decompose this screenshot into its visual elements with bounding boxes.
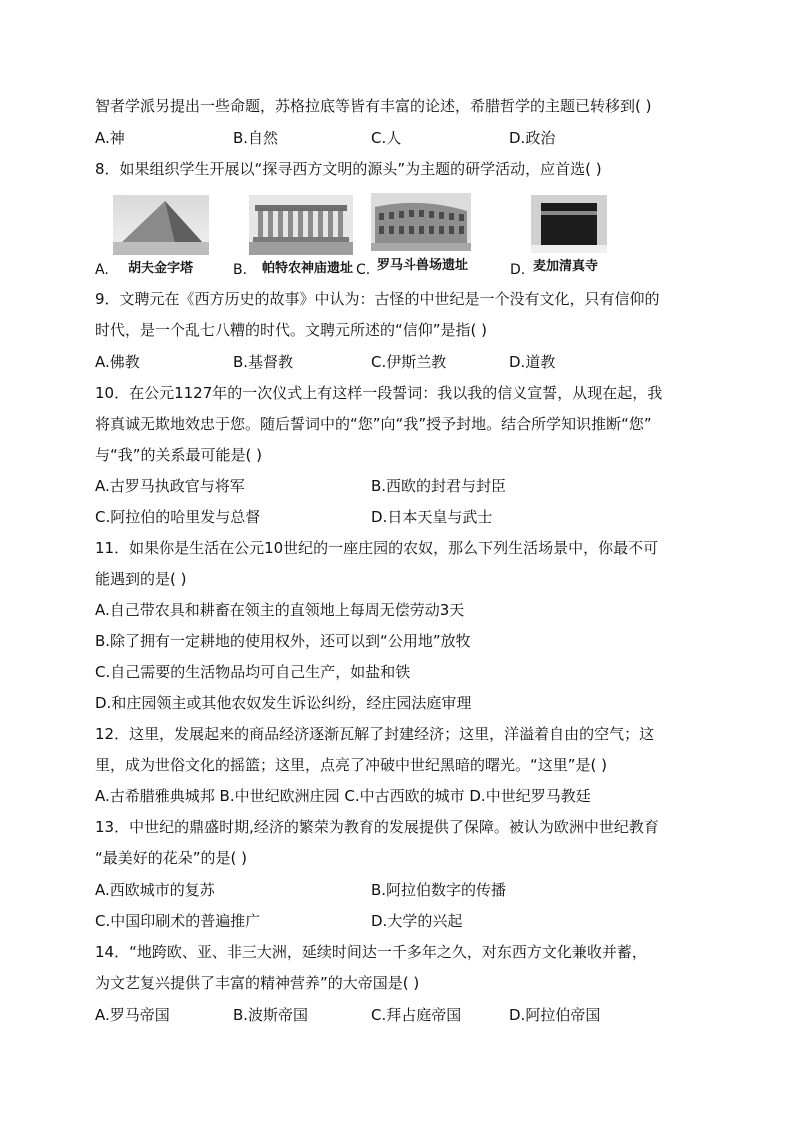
q9-option-b: B.基督教: [233, 353, 294, 371]
q13-stem-line-1: 13．中世纪的鼎盛时期,经济的繁荣为教育的发展提供了保障。被认为欧洲中世纪教育: [95, 818, 659, 836]
q14-stem-line-1: 14．“地跨欧、亚、非三大洲，延续时间达一千多年之久，对东西方文化兼收并蓄，: [95, 943, 647, 961]
q10-stem-line-3: 与“我”的关系最可能是( ): [95, 446, 263, 464]
q7-option-d: D.政治: [509, 129, 556, 147]
q14-option-b: B.波斯帝国: [233, 1006, 309, 1024]
q10-option-b: B.西欧的封君与封臣: [371, 477, 507, 495]
q12-options: A.古希腊雅典城邦 B.中世纪欧洲庄园 C.中古西欧的城市 D.中世纪罗马教廷: [95, 787, 591, 805]
q7-option-b: B.自然: [233, 129, 279, 147]
q10-stem-line-1: 10．在公元1127年的一次仪式上有这样一段誓词：我以我的信义宣誓，从现在起，我: [95, 384, 663, 402]
q12-stem-line-1: 12．这里，发展起来的商品经济逐渐瓦解了封建经济；这里，洋溢着自由的空气；这: [95, 725, 655, 743]
q7-option-a: A.神: [95, 129, 125, 147]
q14-option-c: C.拜占庭帝国: [371, 1006, 462, 1024]
q10-stem-line-2: 将真诚无欺地效忠于您。随后誓词中的“您”向“我”授予封地。结合所学知识推断“您”: [95, 415, 652, 433]
q13-option-d: D.大学的兴起: [371, 912, 463, 930]
q11-stem-line-1: 11．如果你是生活在公元10世纪的一座庄园的农奴，那么下列生活场景中，你最不可: [95, 539, 659, 557]
q11-option-d: D.和庄园领主或其他农奴发生诉讼纠纷，经庄园法庭审理: [95, 694, 472, 712]
q14-option-d: D.阿拉伯帝国: [509, 1006, 601, 1024]
q8-option-d-letter: D.: [510, 262, 526, 278]
colosseum-image: [371, 193, 471, 251]
q13-option-c: C.中国印刷术的普遍推广: [95, 912, 261, 930]
q7-option-c: C.人: [371, 129, 402, 147]
q13-option-b: B.阿拉伯数字的传播: [371, 881, 507, 899]
q13-stem-line-2: “最美好的花朵”的是( ): [95, 849, 248, 867]
q12-stem-line-2: 里，成为世俗文化的摇篮；这里，点亮了冲破中世纪黑暗的曙光。“这里”是( ): [95, 756, 608, 774]
q9-stem-line-2: 时代，是一个乱七八糟的时代。文聘元所述的“信仰”是指( ): [95, 321, 488, 339]
q8-option-b-letter: B.: [233, 262, 248, 278]
q8-option-c-caption: 罗马斗兽场遗址: [377, 258, 469, 273]
q9-option-c: C.伊斯兰教: [371, 353, 447, 371]
q7-stem-tail: 智者学派另提出一些命题，苏格拉底等皆有丰富的论述，希腊哲学的主题已转移到( ): [95, 97, 652, 115]
q8-option-c-letter: C.: [356, 262, 371, 278]
pyramid-image: [113, 195, 209, 255]
q8-stem: 8．如果组织学生开展以“探寻西方文明的源头”为主题的研学活动，应首选( ): [95, 160, 602, 178]
q14-stem-line-2: 为文艺复兴提供了丰富的精神营养”的大帝国是( ): [95, 974, 420, 992]
kaaba-image: [531, 195, 607, 253]
q10-option-c: C.阿拉伯的哈里发与总督: [95, 508, 261, 526]
q13-option-a: A.西欧城市的复苏: [95, 881, 215, 899]
q14-option-a: A.罗马帝国: [95, 1006, 170, 1024]
q8-option-a-caption: 胡夫金字塔: [128, 261, 194, 276]
q11-option-b: B.除了拥有一定耕地的使用权外，还可以到“公用地”放牧: [95, 632, 471, 650]
parthenon-image: [249, 195, 353, 255]
q11-option-a: A.自己带农具和耕畜在领主的直领地上每周无偿劳动3天: [95, 601, 465, 619]
q9-option-a: A.佛教: [95, 353, 140, 371]
q8-option-d-caption: 麦加清真寺: [533, 259, 599, 274]
q9-option-d: D.道教: [509, 353, 556, 371]
q11-option-c: C.自己需要的生活物品均可自己生产，如盐和铁: [95, 663, 411, 681]
q10-option-a: A.古罗马执政官与将军: [95, 477, 245, 495]
q8-option-b-caption: 帕特农神庙遗址: [262, 261, 354, 276]
q10-option-d: D.日本天皇与武士: [371, 508, 493, 526]
q9-stem-line-1: 9．文聘元在《西方历史的故事》中认为：古怪的中世纪是一个没有文化，只有信仰的: [95, 290, 660, 308]
q8-option-a-letter: A.: [95, 262, 109, 278]
q11-stem-line-2: 能遇到的是( ): [95, 570, 187, 588]
